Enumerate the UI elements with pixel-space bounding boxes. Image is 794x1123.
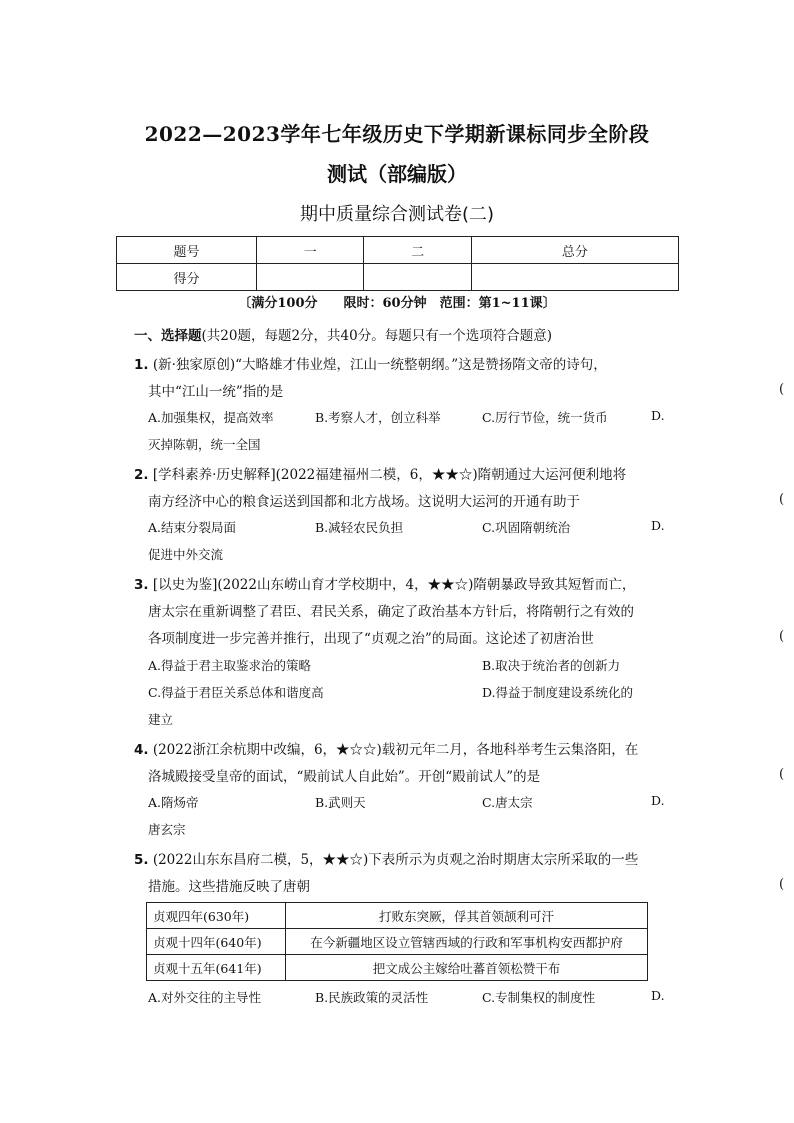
answer-paren: ( [779, 877, 785, 892]
question-text: [学科素养·历史解释](2022福建福州二模，6，★★☆)隋朝通过大运河便利地将 [152, 467, 627, 483]
question-2-option-c[interactable]: C.巩固隋朝统治 [482, 520, 571, 535]
question-4-line-2: 洛城殿接受皇帝的面试，“殿前试人自此始”。开创“殿前试人”的是 [148, 769, 541, 785]
table-row [147, 929, 648, 955]
question-2-line-1 [134, 463, 626, 483]
question-4-line-1 [134, 738, 638, 758]
question-2-option-b[interactable]: B.减轻农民负担 [315, 520, 404, 535]
table-cell-event: 打败东突厥，俘其首领颉利可汗 [286, 903, 648, 929]
question-1-option-d-text: 灭掉陈朝，统一全国 [148, 437, 261, 452]
question-3-line-1 [134, 573, 635, 593]
score-table [116, 236, 679, 291]
score-header-cell: 题号 [117, 237, 257, 264]
score-table-score-row [117, 264, 679, 291]
question-number: 3. [134, 577, 149, 593]
question-2-line-2: 南方经济中心的粮食运送到国都和北方战场。这说明大运河的开通有助于 [148, 494, 580, 510]
question-3-line-3: 各项制度进一步完善并推行，出现了“贞观之治”的局面。这论述了初唐治世 [148, 631, 594, 647]
question-4-option-d-text: 唐玄宗 [148, 822, 186, 837]
exam-title-line1: 2022—2023学年七年级历史下学期新课标同步全阶段 [144, 122, 650, 146]
question-1-option-a[interactable]: A.加强集权，提高效率 [148, 410, 274, 425]
table-cell-event: 把文成公主嫁给吐蕃首领松赞干布 [286, 955, 648, 981]
question-5-option-d[interactable]: D. [651, 988, 665, 1003]
question-5-table [146, 902, 648, 981]
question-3-option-b[interactable]: B.取决于统治者的创新力 [482, 658, 621, 673]
section-heading [134, 324, 552, 344]
answer-paren: ( [779, 492, 785, 507]
question-5-option-b[interactable]: B.民族政策的灵活性 [315, 990, 429, 1005]
question-4-option-d[interactable]: D. [651, 793, 665, 808]
question-3-line-2: 唐太宗在重新调整了君臣、君民关系，确定了政治基本方针后，将隋朝行之有效的 [148, 604, 634, 620]
table-cell-event: 在今新疆地区设立管辖西域的行政和军事机构安西都护府 [286, 929, 648, 955]
question-text: (新·独家原创)“大略雄才伟业煌，江山一统整朝纲。”这是赞扬隋文帝的诗句， [152, 357, 607, 373]
question-5-line-1 [134, 848, 638, 868]
question-3-option-d-text: 建立 [148, 712, 174, 727]
score-table-header-row [117, 237, 679, 264]
score-cell[interactable] [471, 264, 678, 291]
question-4-option-c[interactable]: C.唐太宗 [482, 795, 533, 810]
score-header-cell: 一 [257, 237, 364, 264]
exam-title-line2: 测试（部编版） [327, 162, 467, 186]
question-1-line-2: 其中“江山一统”指的是 [148, 384, 284, 400]
question-1-option-c[interactable]: C.厉行节俭，统一货币 [482, 410, 608, 425]
question-number: 2. [134, 467, 149, 483]
question-text: (2022山东东昌府二模，5，★★☆)下表所示为贞观之治时期唐太宗所采取的一些 [152, 852, 639, 868]
exam-subtitle: 期中质量综合测试卷(二) [299, 204, 495, 225]
question-text: (2022浙江余杭期中改编，6，★☆☆)载初元年二月，各地科举考生云集洛阳，在 [152, 742, 639, 758]
question-4-option-b[interactable]: B.武则天 [315, 795, 366, 810]
section-description: (共20题，每题2分，共40分。每题只有一个选项符合题意) [201, 328, 552, 344]
exam-meta: 〔满分100分 限时：60分钟 范围：第1~11课〕 [238, 296, 556, 311]
score-row-label: 得分 [117, 264, 257, 291]
table-cell-date: 贞观十四年(640年) [147, 929, 286, 955]
question-1-line-1 [134, 353, 607, 373]
table-cell-date: 贞观十五年(641年) [147, 955, 286, 981]
score-header-cell: 总分 [471, 237, 678, 264]
question-5-line-2: 措施。这些措施反映了唐朝 [148, 879, 310, 895]
question-2-option-d[interactable]: D. [651, 518, 665, 533]
question-1-option-d[interactable]: D. [651, 408, 665, 423]
answer-paren: ( [779, 382, 785, 397]
question-3-option-c[interactable]: C.得益于君臣关系总体和谐度高 [148, 685, 324, 700]
question-3-option-a[interactable]: A.得益于君主取鉴求治的策略 [148, 658, 312, 673]
table-row [147, 955, 648, 981]
question-1-option-b[interactable]: B.考察人才，创立科举 [315, 410, 441, 425]
score-cell[interactable] [257, 264, 364, 291]
table-cell-date: 贞观四年(630年) [147, 903, 286, 929]
table-row [147, 903, 648, 929]
question-number: 4. [134, 742, 149, 758]
question-2-option-a[interactable]: A.结束分裂局面 [148, 520, 237, 535]
question-5-option-c[interactable]: C.专制集权的制度性 [482, 990, 596, 1005]
question-3-option-d[interactable]: D.得益于制度建设系统化的 [482, 685, 634, 700]
question-2-option-d-text: 促进中外交流 [148, 547, 224, 562]
question-text: [以史为鉴](2022山东崂山育才学校期中，4，★★☆)隋朝暴政导致其短暂而亡， [152, 577, 636, 593]
question-5-option-a[interactable]: A.对外交往的主导性 [148, 990, 262, 1005]
question-4-option-a[interactable]: A.隋炀帝 [148, 795, 199, 810]
question-number: 1. [134, 357, 149, 373]
score-header-cell: 二 [364, 237, 471, 264]
score-cell[interactable] [364, 264, 471, 291]
question-number: 5. [134, 852, 149, 868]
section-title: 一、选择题 [134, 328, 202, 344]
answer-paren: ( [779, 629, 785, 644]
answer-paren: ( [779, 767, 785, 782]
